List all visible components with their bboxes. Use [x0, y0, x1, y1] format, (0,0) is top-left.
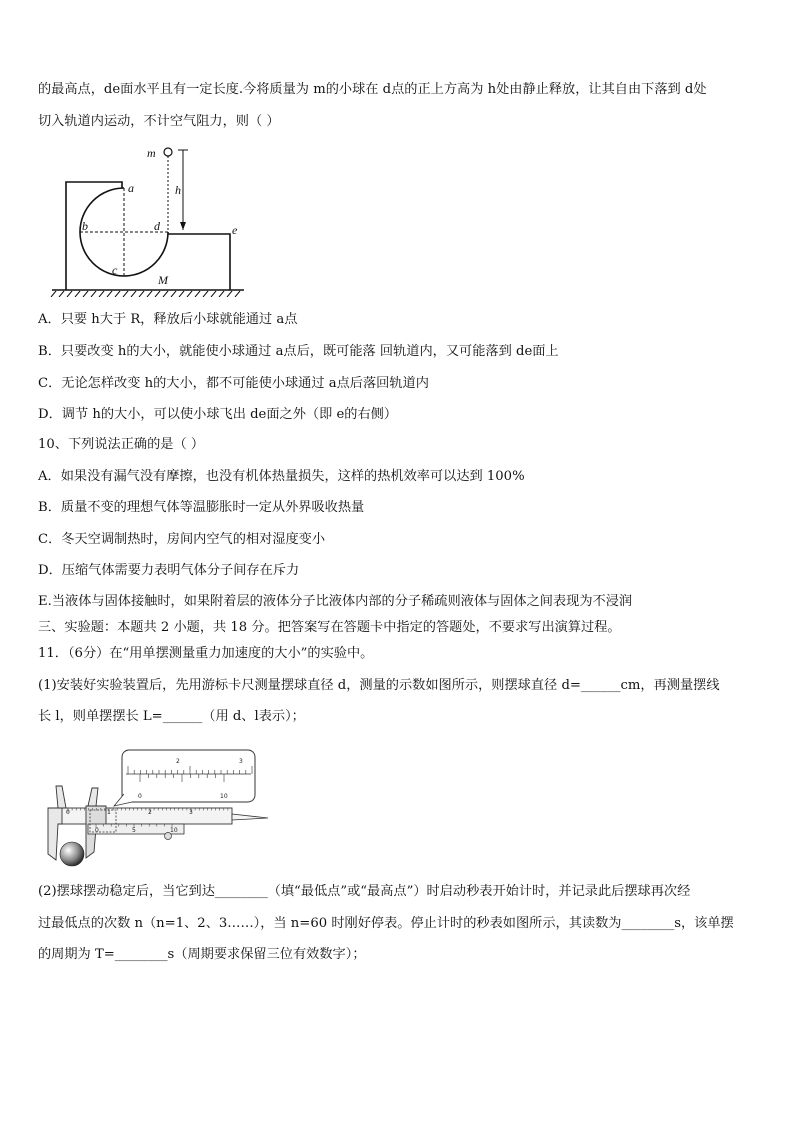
zoom-vernier-label-0: 0 — [138, 793, 142, 800]
q10-option-d: D．压缩气体需要力表明气体分子间存在斥力 — [38, 563, 300, 578]
label-M: M — [158, 273, 168, 287]
q10-stem: 10、下列说法正确的是（ ） — [38, 437, 205, 452]
q10-option-b: B．质量不变的理想气体等温膨胀时一定从外界吸收热量 — [38, 500, 365, 515]
zoom-vernier-label-10: 10 — [220, 793, 228, 800]
q10-option-c: C．冬天空调制热时，房间内空气的相对湿度变小 — [38, 532, 326, 547]
section3-heading: 三、实验题：本题共 2 小题，共 18 分。把答案写在答题卡中指定的答题处，不要求写出演算过程。 — [38, 620, 621, 635]
vernier-caliper-figure — [44, 748, 270, 870]
q10-option-a: A．如果没有漏气没有摩擦，也没有机体热量损失，这样的热机效率可以达到 100% — [38, 469, 525, 484]
q11-part2-line1: (2)摆球摆动稳定后，当它到达________（填“最低点”或“最高点”）时启动秒表开始计时，并记录此后摆球再次经 — [38, 884, 691, 899]
label-d: d — [154, 219, 160, 233]
main-scale-label-1: 1 — [107, 809, 111, 816]
q9-option-b: B．只要改变 h的大小，就能使小球通过 a点后，既可能落 回轨道内，又可能落到 de面上 — [38, 344, 559, 359]
intro-line-2: 切入轨道内运动，不计空气阻力，则（ ） — [38, 114, 280, 129]
q11-stem: 11．（6分）在“用单摆测量重力加速度的大小”的实验中。 — [38, 646, 374, 661]
track-figure — [50, 142, 250, 297]
q10-option-e: E.当液体与固体接触时，如果附着层的液体分子比液体内部的分子稀疏则液体与固体之间表现为不浸润 — [38, 594, 633, 609]
main-scale-label-0: 0 — [66, 809, 70, 816]
main-scale-label-2: 2 — [148, 809, 152, 816]
label-c: c — [112, 263, 118, 277]
q9-option-c: C．无论怎样改变 h的大小，都不可能使小球通过 a点后落回轨道内 — [38, 376, 429, 391]
q11-part2-line3: 的周期为 T=________s（周期要求保留三位有效数字）； — [38, 947, 366, 962]
q11-part1-line2: 长 l，则单摆摆长 L=______（用 d、l表示）； — [38, 709, 305, 724]
label-b: b — [82, 219, 88, 233]
label-h: h — [175, 183, 181, 197]
vernier-label-10: 10 — [170, 827, 178, 834]
label-m: m — [147, 146, 156, 160]
zoom-main-label-3: 3 — [239, 758, 243, 765]
zoom-main-label-2: 2 — [176, 758, 180, 765]
q9-option-a: A．只要 h大于 R，释放后小球就能通过 a点 — [38, 312, 298, 327]
main-scale-label-3: 3 — [189, 809, 193, 816]
vernier-label-0: 0 — [95, 827, 99, 834]
q11-part2-line2: 过最低点的次数 n（n=1、2、3……），当 n=60 时刚好停表。停止计时的秒表如图所示，其读数为________s，该单摆 — [38, 916, 734, 931]
label-a: a — [128, 181, 134, 195]
q11-part1-line1: (1)安装好实验装置后，先用游标卡尺测量摆球直径 d，测量的示数如图所示，则摆球直径 d=______cm，再测量摆线 — [38, 678, 720, 693]
intro-line-1: 的最高点，de面水平且有一定长度.今将质量为 m的小球在 d点的正上方高为 h处由静止释放，让其自由下落到 d处 — [38, 82, 707, 97]
q9-option-d: D．调节 h的大小，可以使小球飞出 de面之外（即 e的右侧） — [38, 407, 398, 422]
vernier-label-5: 5 — [132, 827, 136, 834]
label-e: e — [232, 223, 238, 237]
